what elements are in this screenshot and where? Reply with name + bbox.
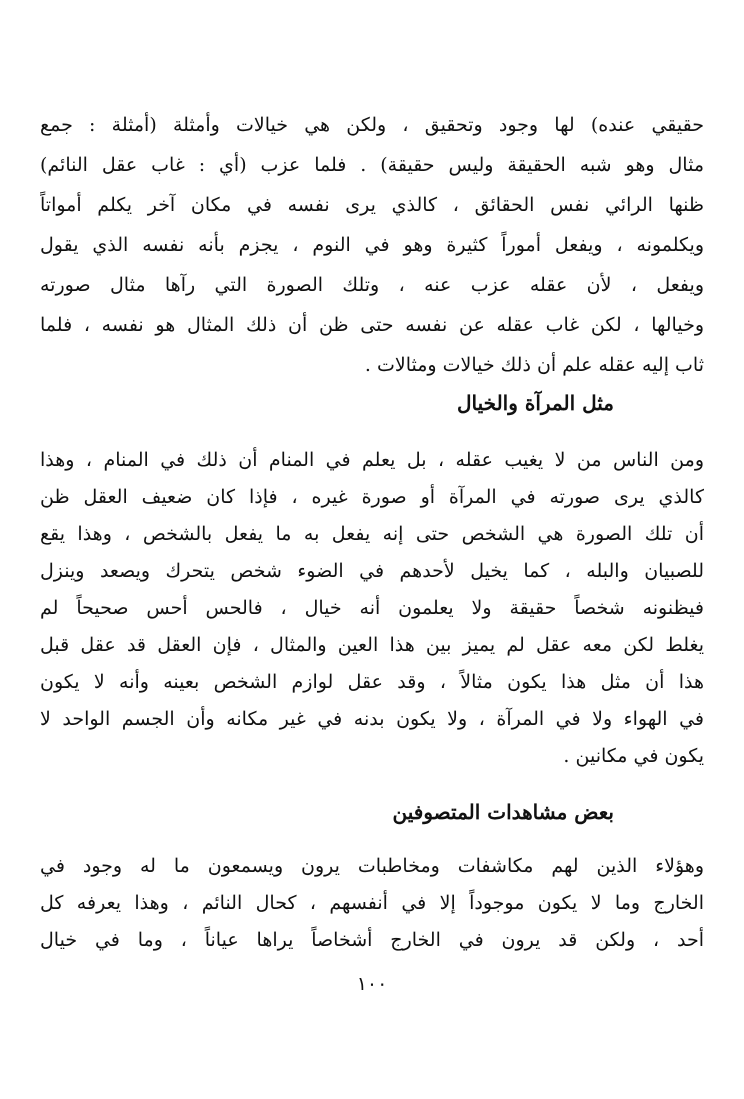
paragraph-1-line-6: وخيالها ، لكن غاب عقله عن نفسه حتى ظن أن ذلك المثال هو نفسه ، فلما: [40, 314, 704, 336]
paragraph-1-line-5: ويفعل ، لأن عقله عزب عنه ، وتلك الصورة التي رآها مثال صورته: [40, 274, 704, 296]
page-number: ١٠٠: [356, 973, 388, 995]
paragraph-1-line-1: حقيقي عنده) لها وجود وتحقيق ، ولكن هي خيالات وأمثلة (أمثلة : جمع: [40, 114, 704, 136]
paragraph-3-line-3: أحد ، ولكن قد يرون في الخارج أشخاصاً يراها عياناً ، وما في خيال: [40, 929, 704, 951]
paragraph-2-line-6: يغلط لكن معه عقل لم يميز بين هذا العين والمثال ، فإن العقل قد عقل قبل: [40, 634, 704, 656]
paragraph-2-line-3: أن تلك الصورة هي الشخص حتى إنه يفعل به ما يفعل بالشخص ، وهذا يقع: [40, 523, 704, 545]
paragraph-1-line-4: ويكلمونه ، ويفعل أموراً كثيرة وهو في النوم ، يجزم بأنه نفسه الذي يقول: [40, 234, 704, 256]
paragraph-1-line-3: ظنها الرائي نفس الحقائق ، كالذي يرى نفسه في مكان آخر يكلم أمواتاً: [40, 194, 704, 216]
paragraph-3-line-1: وهؤلاء الذين لهم مكاشفات ومخاطبات يرون ويسمعون ما له وجود في: [40, 855, 704, 877]
paragraph-2-line-8: في الهواء ولا في المرآة ، ولا يكون بدنه في غير مكانه وأن الجسم الواحد لا: [40, 708, 704, 730]
paragraph-3-line-2: الخارج وما لا يكون موجوداً إلا في أنفسهم ، كحال النائم ، وهذا يعرفه كل: [40, 892, 704, 914]
section-heading-mirror-and-imagination: مثل المرآة والخيال: [457, 391, 614, 415]
paragraph-2-line-9: يكون في مكانين .: [563, 745, 704, 767]
paragraph-2-line-2: كالذي يرى صورته في المرآة أو صورة غيره ، فإذا كان ضعيف العقل ظن: [40, 486, 704, 508]
paragraph-2-line-7: هذا أن مثل هذا يكون مثالاً ، وقد عقل لوازم الشخص بعينه وأنه لا يكون: [40, 671, 704, 693]
paragraph-2-line-1: ومن الناس من لا يغيب عقله ، بل يعلم في المنام أن ذلك في المنام ، وهذا: [40, 449, 704, 471]
paragraph-2-line-5: فيظنونه شخصاً حقيقة ولا يعلمون أنه خيال ، فالحس أحس صحيحاً لم: [40, 597, 704, 619]
section-heading-sufi-experiences: بعض مشاهدات المتصوفين: [392, 800, 614, 824]
paragraph-1-line-2: مثال وهو شبه الحقيقة وليس حقيقة) . فلما عزب (أي : غاب عقل النائم): [40, 154, 704, 176]
paragraph-2-line-4: للصبيان والبله ، كما يخيل لأحدهم في الضوء شخص يتحرك ويصعد وينزل: [40, 560, 704, 582]
paragraph-1-line-7: ثاب إليه عقله علم أن ذلك خيالات ومثالات .: [364, 354, 704, 376]
